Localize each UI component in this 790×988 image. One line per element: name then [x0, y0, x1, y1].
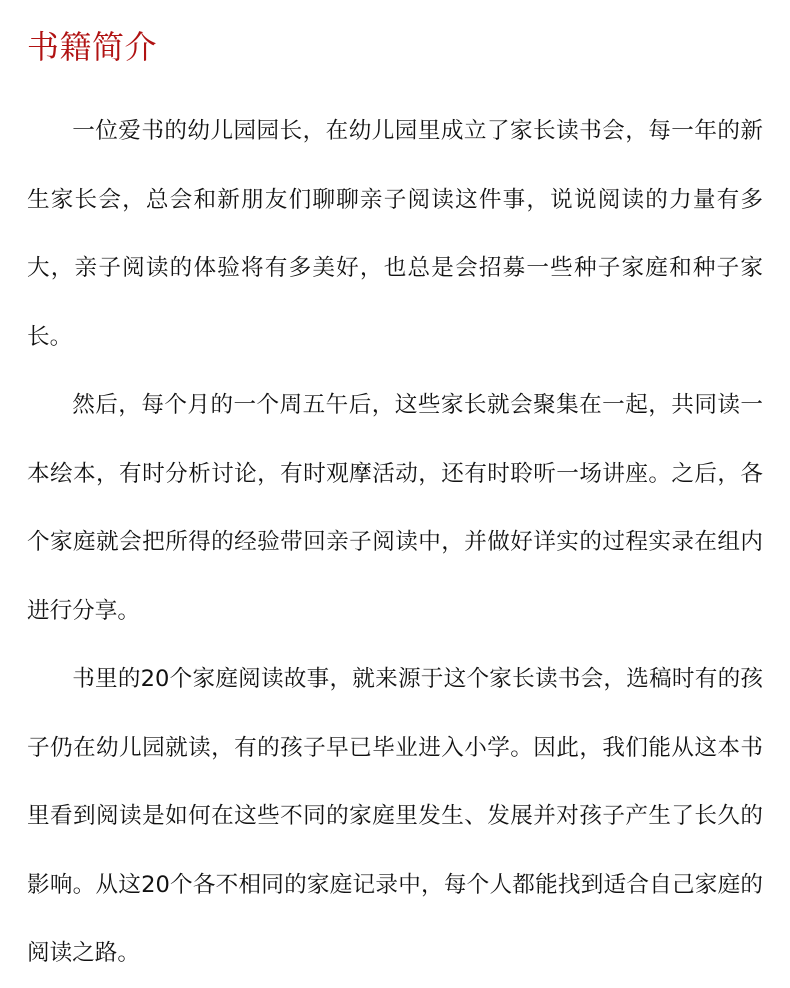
paragraph-3: 书里的20个家庭阅读故事，就来源于这个家长读书会，选稿时有的孩子仍在幼儿园就读，有的孩子早已毕业进入小学。因此，我们能从这本书里看到阅读是如何在这些不同的家庭里发生、发展并对孩子产生了长久的影响。从这20个各不相同的家庭记录中，每个人都能找到适合自己家庭的阅读之路。: [27, 666, 763, 966]
page-title: 书籍简介: [27, 28, 158, 66]
paragraph-1: 一位爱书的幼儿园园长，在幼儿园里成立了家长读书会，每一年的新生家长会，总会和新朋友们聊聊亲子阅读这件事，说说阅读的力量有多大，亲子阅读的体验将有多美好，也总是会招募一些种子家庭和种子家长。: [27, 118, 763, 350]
paragraph-2: 然后，每个月的一个周五午后，这些家长就会聚集在一起，共同读一本绘本，有时分析讨论，有时观摩活动，还有时聆听一场讲座。之后，各个家庭就会把所得的经验带回亲子阅读中，并做好详实的过程实录在组内进行分享。: [27, 392, 763, 624]
book-introduction-body: [27, 97, 763, 988]
